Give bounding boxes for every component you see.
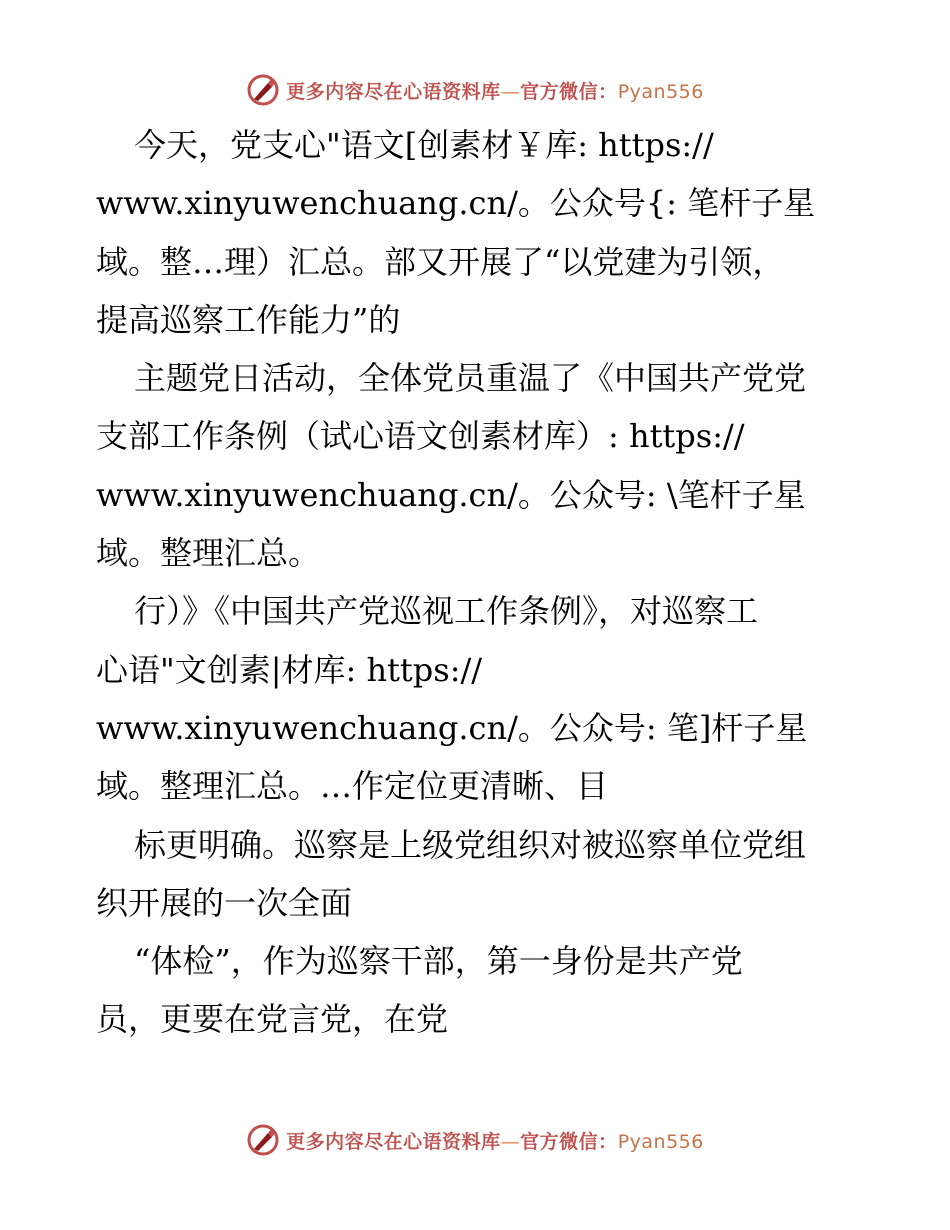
header-banner-text: 更多内容尽在心语资料库—官方微信：Pyan556 <box>286 80 704 103</box>
paragraph-4: 标更明确。巡察是上级党组织对被巡察单位党组 织开展的一次全面 <box>96 825 807 922</box>
header-banner <box>0 70 950 110</box>
footer-banner-text: 更多内容尽在心语资料库—官方微信：Pyan556 <box>286 1130 704 1153</box>
document-body <box>96 116 866 1049</box>
paragraph-2: 主题党日活动，全体党员重温了《中国共产党党 支部工作条例（试心语文创素材库）: https:// www.xinyuwenchuang.cn/。公众号: \笔杆子星 域。整理汇总。 <box>96 359 807 573</box>
paragraph-1: 今天，党支心"语文[创素材￥库: https:// www.xinyuwenchuang.cn/。公众号{: 笔杆子星 域。整…理）汇总。部又开展了“以党建为引领， 提高巡察工作能力”的 <box>96 126 816 339</box>
pen-logo-icon <box>246 73 280 107</box>
pen-logo-icon <box>246 1123 280 1157</box>
footer-banner <box>0 1120 950 1160</box>
paragraph-3: 行）》《中国共产党巡视工作条例》，对巡察工 心语"文创素|材库: https:// www.xinyuwenchuang.cn/。公众号: 笔]杆子星 域。整理汇总。…作定位更清晰、目 <box>96 592 808 806</box>
paragraph-5: “体检”，作为巡察干部，第一身份是共产党 员，更要在党言党，在党 <box>96 942 743 1039</box>
